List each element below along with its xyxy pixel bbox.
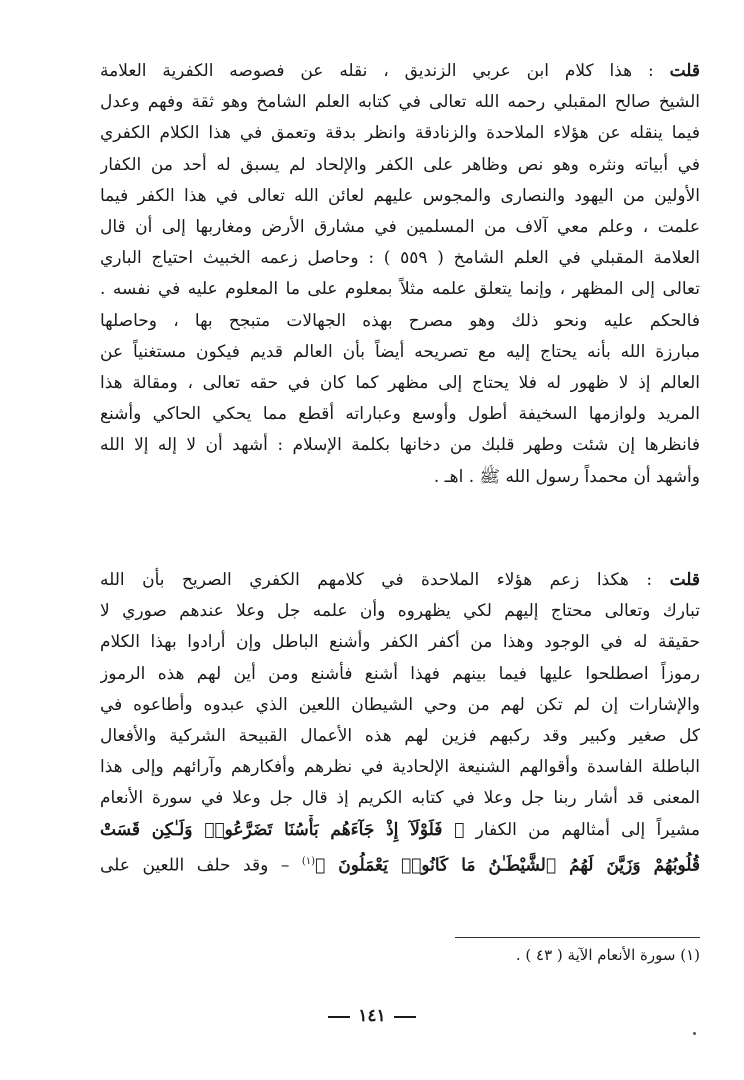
page-number-dash-left [328,1016,350,1018]
paragraph-2 [100,565,700,882]
footnote-marker: (١) [680,946,700,964]
paragraph-1-lead: قلت [669,61,700,81]
footnote-separator [455,937,700,938]
paragraph-2-line-8: المعنى قد أشار ربنا جل وعلا في كتابه الكريم إذ قال جل وعلا في سورة الأنعام [100,788,700,809]
paragraph-1-line-7: العلامة المقبلي في العلم الشامخ ( ٥٥٩ ) : وحاصل زعمه الخبيث احتياج الباري [100,248,700,269]
quran-verse-part-1: ﴿ فَلَوْلَآ إِذْ جَآءَهُم بَأْسُنَا تَضَرَّعُوا۟ وَلَـٰكِن قَسَتْ [100,819,465,840]
paragraph-2-line-9 [100,815,700,846]
paragraph-2-line-5: والإشارات إن لم تكن لهم من وحي الشيطان اللعين الذي عبدوه وأطاعوه في [100,694,700,715]
paragraph-1-line-9: فالحكم عليه ونحو ذلك وهو مصرح بهذه الجهالات متبجح بها ، وحاصلها [100,310,700,331]
paragraph-1-line-12: المريد ولوازمها السخيفة أطول وأوسع وعباراته أقطع مما يحكي الحاكي وأشنع [100,404,700,425]
scan-dot [693,1032,696,1035]
paragraph-2-line-3: حقيقة له في الوجود وهذا من أكفر الكفر وأشنع الباطل وإن أرادوا بهذا الكلام [100,632,700,653]
paragraph-2-tail: – وقد حلف اللعين على [100,855,290,876]
paragraph-1-line-14: وأشهد أن محمداً رسول الله ﷺ . اهـ . [433,466,700,487]
page-number-value: ١٤١ [358,1006,386,1026]
paragraph-2-line-4: رموزاً اصطلحوا عليها فيما بينهم فهذا أشنع فأشنع ومن أين لهم هذه الرموز [100,663,700,684]
paragraph-1-line-5: الأولين من اليهود والنصارى والمجوس عليهم لعائن الله تعالى في هذا الكفر فيما [100,185,700,206]
paragraph-1-line-2: الشيخ صالح المقبلي رحمه الله تعالى في كتابه العلم الشامخ وهو ثقة وفهم وعدل [100,92,700,113]
paragraph-2-line-2: تبارك وتعالى محتاج إليهم لكي يظهروه وأن علمه جل وعلا عندهم صوري لا [100,601,700,622]
footnote-reference: (١) [301,855,316,867]
paragraph-1-line-4: في أبياته ونثره وهو نص وظاهر على الكفر والإلحاد لم يسبق له أحد من الكفار [100,154,700,175]
paragraph-2-line-10 [100,846,700,882]
paragraph-2-lead: قلت [669,570,700,590]
paragraph-1-line-1 [100,56,700,87]
paragraph-2-line-1-text: : هكذا زعم هؤلاء الملاحدة في كلامهم الكفري الصريح بأن الله [100,570,653,590]
paragraph-1 [100,56,700,493]
paragraph-2-line-6: كل صغير وكبير وقد ركبهم فزين لهم هذه الأعمال القبيحة الشركية والأفعال [100,726,700,747]
footnote [100,944,700,966]
page-number-dash-right [394,1016,416,1018]
paragraph-2-line-1 [100,565,700,596]
page-number [300,1004,444,1028]
paragraph-1-line-6: علمت ، وعلم معي آلاف من المسلمين في مشارق الأرض ومغاربها إلى أن قال [100,217,700,238]
paragraph-1-line-13: فانظرها إن شئت وطهر قلبك من دخانها بكلمة الإسلام : أشهد أن لا إله إلا الله [100,435,700,456]
paragraph-2-line-9-text: مشيراً إلى أمثالهم من الكفار [475,819,700,840]
footnote-text: سورة الأنعام الآية ( ٤٣ ) . [515,946,676,964]
paragraph-1-line-11: العالم إذ لا ظهور له فلا يحتاج إلى مظهر كما كان في حقه تعالى ، ومقالة هذا [100,373,700,394]
paragraph-1-line-10: مبارزة الله بأنه يحتاج إليه مع تصريحه أيضاً بأن العالم قديم فيكون مستغنياً عن [100,341,700,362]
paragraph-1-line-8: تعالى إلى المظهر ، وإنما يتعلق علمه مثلاً بمعلوم على ما المعلوم عليه في نفسه . [100,279,700,300]
paragraph-2-line-7: الباطلة الفاسدة وأقوالهم الشنيعة الإلحادية في نظرهم وأفكارهم وآرائهم وإلى هذا [100,757,700,778]
paragraph-1-line-1-text: : هذا كلام ابن عربي الزنديق ، نقله عن فصوصه الكفرية العلامة [100,61,654,81]
paragraph-1-line-3: فيما ينقله عن هؤلاء الملاحدة والزنادقة وانظر بدقة وتعمق في هذا الكلام الكفري [100,123,700,144]
quran-verse-part-2: قُلُوبُهُمْ وَزَيَّنَ لَهُمُ ٱلشَّيْطَـٰنُ مَا كَانُوا۟ يَعْمَلُونَ ﴾ [315,855,700,876]
